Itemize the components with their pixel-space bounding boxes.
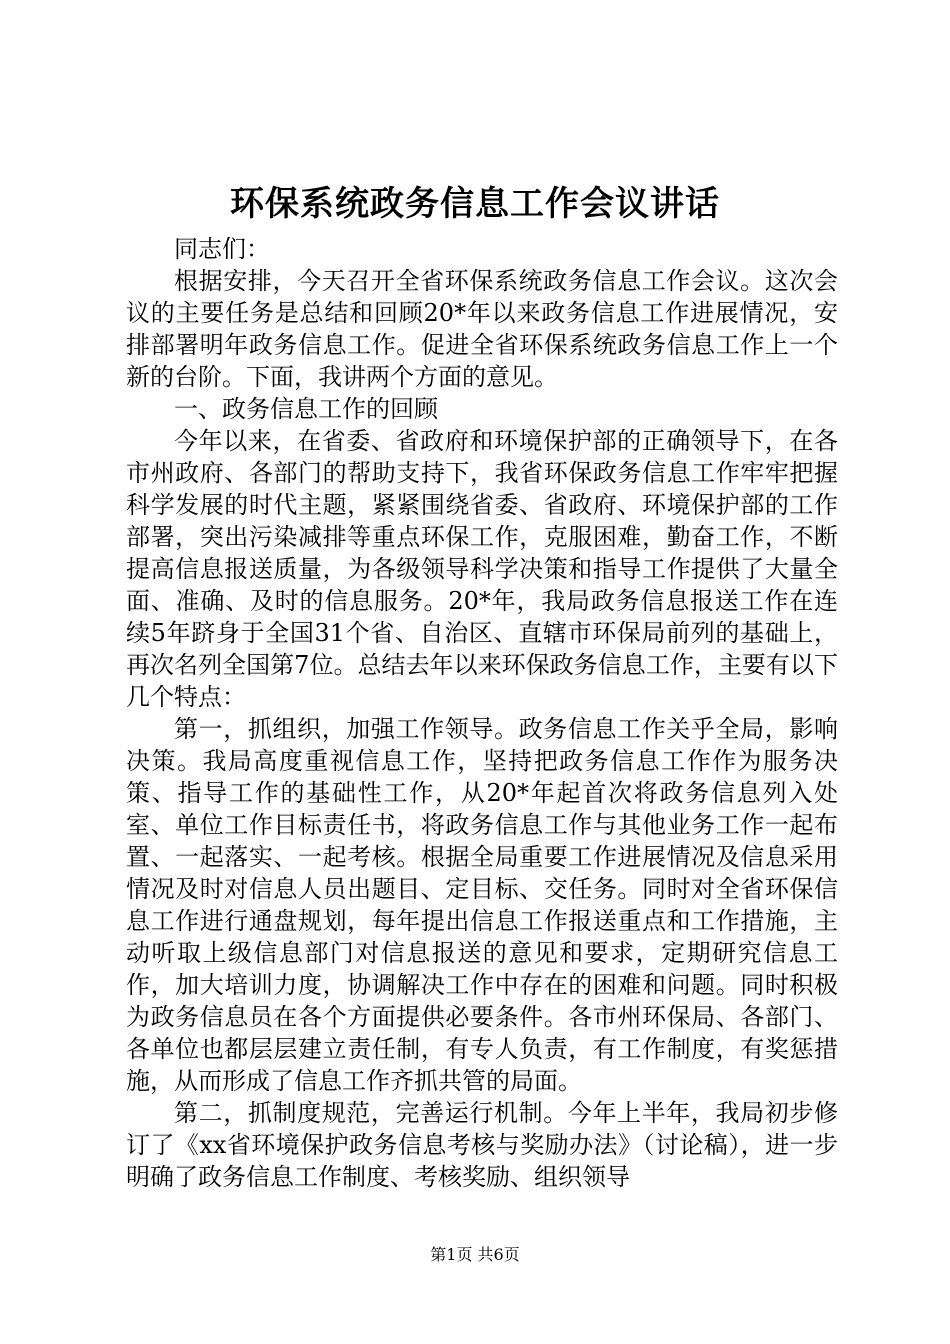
paragraph-point-one: 第一，抓组织，加强工作领导。政务信息工作关乎全局，影响决策。我局高度重视信息工作，坚持把政务信息工作作为服务决策、指导工作的基础性工作，从20*年起首次将政务信息列入处室、单位工作目标责任书，将政务信息工作与其他业务工作一起布置、一起落实、一起考核。根据全局重要工作进展情况及信息采用情况及时对信息人员出题目、定目标、交任务。同时对全省环保信息工作进行通盘规划，每年提出信息工作报送重点和工作措施，主动听取上级信息部门对信息报送的意见和要求，定期研究信息工作，加大培训力度，协调解决工作中存在的困难和问题。同时积极为政务信息员在各个方面提供必要条件。各市州环保局、各部门、各单位也都层层建立责任制，有专人负责，有工作制度，有奖惩措施，从而形成了信息工作齐抓共管的局面。 xyxy=(126,715,838,1095)
paragraph-salutation: 同志们： xyxy=(174,235,270,263)
document-title: 环保系统政务信息工作会议讲话 xyxy=(230,184,720,224)
paragraph-point-two: 第二，抓制度规范，完善运行机制。今年上半年，我局初步修订了《xx省环境保护政务信息考核与奖励办法》（讨论稿），进一步明确了政务信息工作制度、考核奖励、组织领导 xyxy=(126,1099,838,1191)
document-body xyxy=(126,233,838,1193)
paragraph-intro: 根据安排，今天召开全省环保系统政务信息工作会议。这次会议的主要任务是总结和回顾20*年以来政务信息工作进展情况，安排部署明年政务信息工作。促进全省环保系统政务信息工作上一个新的台阶。下面，我讲两个方面的意见。 xyxy=(126,267,838,391)
section-heading: 一、政务信息工作的回顾 xyxy=(174,395,438,423)
page-footer: 第1页 共6页 xyxy=(430,1245,520,1264)
paragraph-review: 今年以来，在省委、省政府和环境保护部的正确领导下，在各市州政府、各部门的帮助支持下，我省环保政务信息工作牢牢把握科学发展的时代主题，紧紧围绕省委、省政府、环境保护部的工作部署，突出污染减排等重点环保工作，克服困难，勤奋工作，不断提高信息报送质量，为各级领导科学决策和指导工作提供了大量全面、准确、及时的信息服务。20*年，我局政务信息报送工作在连续5年跻身于全国31个省、自治区、直辖市环保局前列的基础上，再次名列全国第7位。总结去年以来环保政务信息工作，主要有以下几个特点： xyxy=(126,427,838,711)
